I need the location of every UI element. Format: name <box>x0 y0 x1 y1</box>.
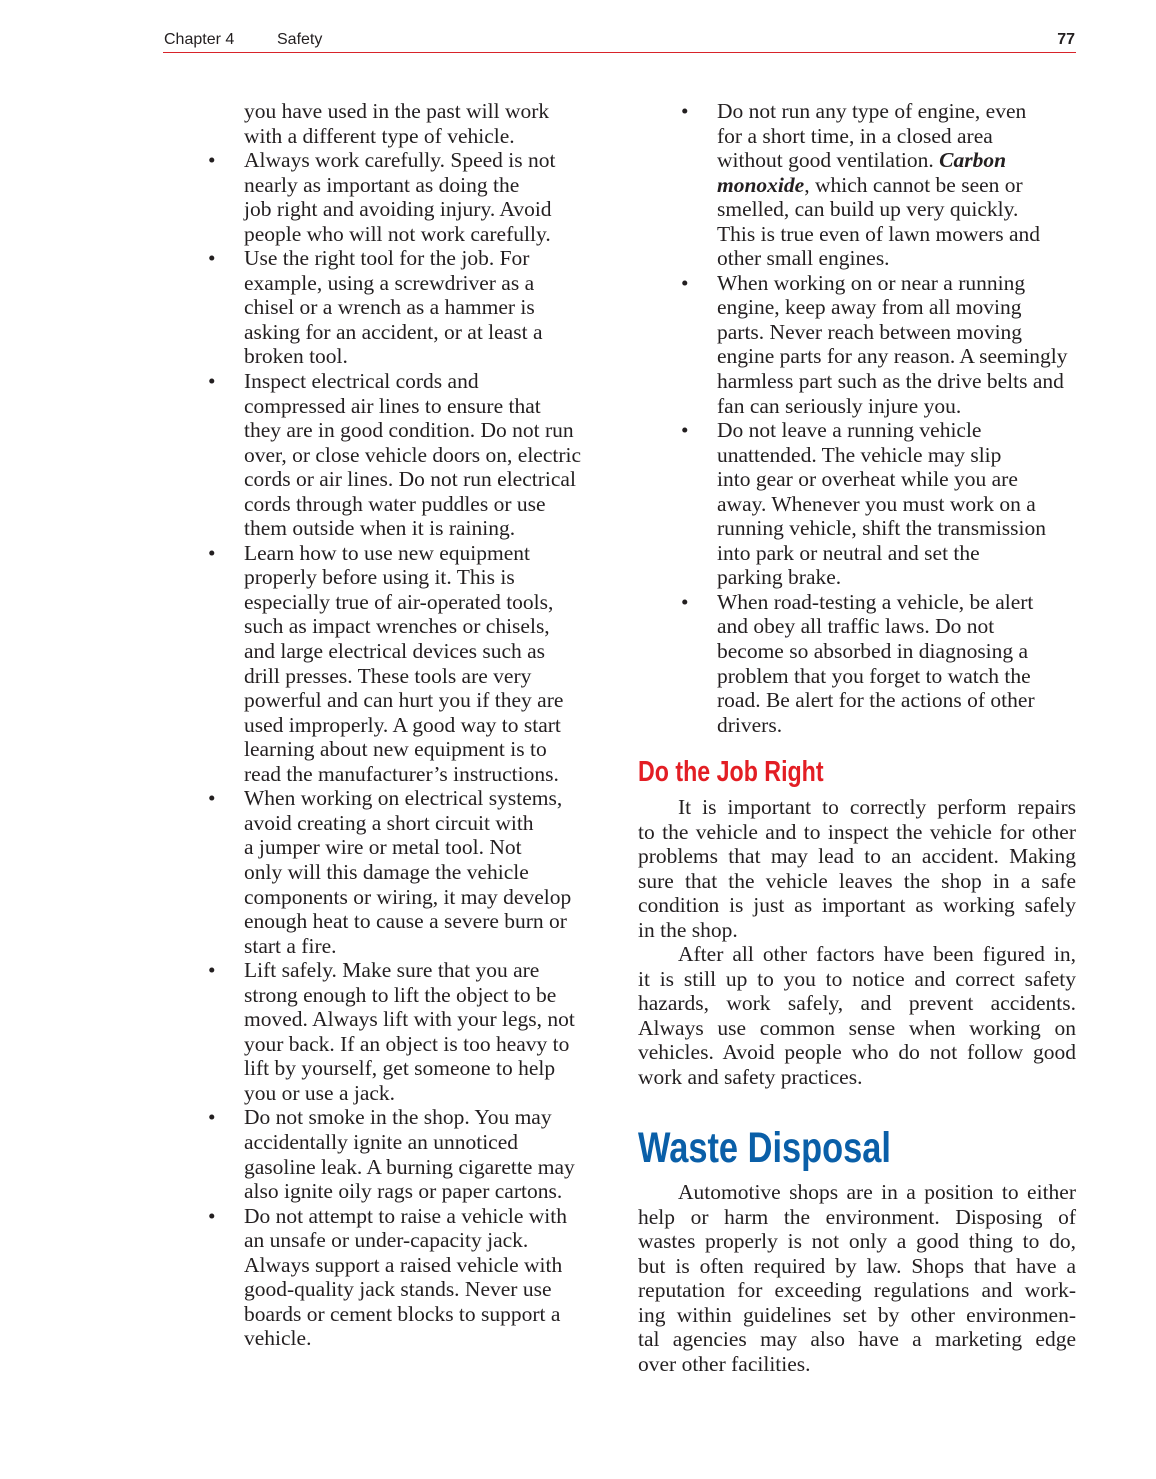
text-line: When road-testing a vehicle, be alert <box>717 589 1034 614</box>
text-line: This is true even of lawn mowers and <box>717 221 1041 246</box>
text-line: engine parts for any reason. A seemingly <box>717 344 1068 369</box>
bullet-item <box>208 246 614 369</box>
text-line: work and safety practices. <box>638 1065 863 1090</box>
text-line: drivers. <box>717 712 783 737</box>
text-line: they are in good condition. Do not run <box>244 418 574 443</box>
text-line: it is still up to you to notice and correct safety <box>638 966 1076 991</box>
text-line: running vehicle, shift the transmission <box>717 516 1047 541</box>
text-line: compressed air lines to ensure that <box>244 393 541 418</box>
bullet-item <box>681 418 1087 590</box>
bullet-icon: • <box>208 786 216 811</box>
text-line: away. Whenever you must work on a <box>717 491 1036 516</box>
text-line: harmless part such as the drive belts and <box>717 369 1064 394</box>
text-line: After all other factors have been figured in, <box>678 942 1076 967</box>
bullet-item <box>208 540 614 786</box>
text-line: but is often required by law. Shops that have a <box>638 1253 1076 1278</box>
text-line: especially true of air-operated tools, <box>244 589 554 614</box>
text-line: and large electrical devices such as <box>244 639 546 664</box>
text-line: over other facilities. <box>638 1351 811 1376</box>
text-line: you have used in the past will work <box>244 99 550 123</box>
text-line: sure that the vehicle leaves the shop in a safe <box>638 868 1076 893</box>
text-line <box>717 148 1087 173</box>
text-line: engine, keep away from all moving <box>717 295 1022 320</box>
bullet-icon: • <box>681 589 689 614</box>
bullet-icon: • <box>208 148 216 173</box>
text-line: condition is just as important as working safely <box>638 893 1076 918</box>
text-line: good-quality jack stands. Never use <box>244 1277 552 1302</box>
text-line: people who will not work carefully. <box>244 221 551 246</box>
text-line: Use the right tool for the job. For <box>244 246 530 271</box>
text-line: parts. Never reach between moving <box>717 319 1023 344</box>
text-line: broken tool. <box>244 344 348 369</box>
bullet-item <box>681 589 1087 737</box>
text-line: tal agencies may also have a marketing edge <box>638 1327 1076 1352</box>
text-line: Do not run any type of engine, even <box>717 99 1027 123</box>
text-line: problems that may lead to an accident. Making <box>638 844 1076 869</box>
text-line: to the vehicle and to inspect the vehicle for other <box>638 819 1076 844</box>
text-line: cords or air lines. Do not run electrical <box>244 467 576 492</box>
page-number: 77 <box>1057 31 1075 48</box>
text-line: Do not leave a running vehicle <box>717 418 982 443</box>
text-line: help or harm the environment. Disposing of <box>638 1204 1076 1229</box>
text-line: read the manufacturer’s instructions. <box>244 761 559 786</box>
text-line: nearly as important as doing the <box>244 172 520 197</box>
bullet-icon: • <box>208 1105 216 1130</box>
bullet-icon: • <box>208 540 216 565</box>
text-line: moved. Always lift with your legs, not <box>244 1007 575 1032</box>
text-line: hazards, work safely, and prevent accidents. <box>638 991 1076 1016</box>
bullet-item <box>208 148 614 246</box>
text-line: Do not attempt to raise a vehicle with <box>244 1203 568 1228</box>
text-line: for a short time, in a closed area <box>717 123 993 148</box>
text-line: ing within guidelines set by other environmen- <box>638 1302 1076 1327</box>
text-line: Always use common sense when working on <box>638 1015 1076 1040</box>
text-line: into park or neutral and set the <box>717 540 980 565</box>
text-segment: without good ventilation. <box>717 148 940 173</box>
text-line: When working on electrical systems, <box>244 786 563 811</box>
text-line: gasoline leak. A burning cigarette may <box>244 1154 575 1179</box>
bullet-icon: • <box>208 958 216 983</box>
text-line: unattended. The vehicle may slip <box>717 442 1002 467</box>
text-line: lift by yourself, get someone to help <box>244 1056 556 1081</box>
text-line: smelled, can build up very quickly. <box>717 197 1019 222</box>
bullet-icon: • <box>681 270 689 295</box>
text-line: an unsafe or under-capacity jack. <box>244 1228 529 1253</box>
text-segment: , which cannot be seen or <box>804 172 1023 197</box>
text-line: parking brake. <box>717 565 842 590</box>
text-line: strong enough to lift the object to be <box>244 982 557 1007</box>
waste-disposal-body <box>638 1180 1076 1376</box>
bullet-icon: • <box>208 369 216 394</box>
text-line: a jumper wire or metal tool. Not <box>244 835 522 860</box>
text-line: enough heat to cause a severe burn or <box>244 909 567 934</box>
bullet-icon: • <box>681 99 689 123</box>
heading-waste-disposal: Waste Disposal <box>638 1124 891 1172</box>
text-line: Lift safely. Make sure that you are <box>244 958 540 983</box>
text-line: avoid creating a short circuit with <box>244 810 534 835</box>
text-line: problem that you forget to watch the <box>717 663 1031 688</box>
section-label: Safety <box>277 31 323 48</box>
text-line: boards or cement blocks to support a <box>244 1301 561 1326</box>
text-line: properly before using it. This is <box>244 565 515 590</box>
text-line: It is important to correctly perform repairs <box>678 795 1076 819</box>
text-line: start a fire. <box>244 933 337 958</box>
text-line: powerful and can hurt you if they are <box>244 688 564 713</box>
text-line: chisel or a wrench as a hammer is <box>244 295 535 320</box>
text-line: asking for an accident, or at least a <box>244 319 543 344</box>
text-line: Learn how to use new equipment <box>244 540 530 565</box>
text-line: with a different type of vehicle. <box>244 123 515 148</box>
text-line: cords through water puddles or use <box>244 491 546 516</box>
text-line: vehicle. <box>244 1326 312 1351</box>
chapter-label: Chapter 4 <box>164 31 235 48</box>
emphasis-term: monoxide <box>717 172 805 197</box>
bullet-icon: • <box>681 418 689 443</box>
text-line: fan can seriously injure you. <box>717 393 962 418</box>
text-line: also ignite oily rags or paper cartons. <box>244 1179 563 1204</box>
text-line: accidentally ignite an unnoticed <box>244 1129 519 1154</box>
text-line: job right and avoiding injury. Avoid <box>244 197 552 222</box>
bullet-item <box>681 270 1087 418</box>
emphasis-term: Carbon <box>939 148 1007 173</box>
bullet-item <box>208 1105 614 1204</box>
text-line: vehicles. Avoid people who do not follow good <box>638 1040 1076 1065</box>
text-line: become so absorbed in diagnosing a <box>717 639 1029 664</box>
text-line: Automotive shops are in a position to either <box>678 1180 1076 1204</box>
text-line: only will this damage the vehicle <box>244 859 529 884</box>
text-line: example, using a screwdriver as a <box>244 270 535 295</box>
bullet-icon: • <box>208 246 216 271</box>
text-line: other small engines. <box>717 246 890 271</box>
bullet-item <box>208 369 614 541</box>
text-line: and obey all traffic laws. Do not <box>717 614 995 639</box>
do-the-job-right-body <box>638 795 1076 1090</box>
bullet-item <box>208 958 614 1105</box>
text-line: you or use a jack. <box>244 1080 396 1105</box>
text-line: learning about new equipment is to <box>244 737 547 762</box>
text-line: them outside when it is raining. <box>244 516 516 541</box>
right-column <box>681 99 1087 737</box>
text-line: used improperly. A good way to start <box>244 712 561 737</box>
text-line: road. Be alert for the actions of other <box>717 688 1035 713</box>
bullet-item <box>208 1203 614 1351</box>
bullet-icon: • <box>208 1203 216 1228</box>
text-line: Do not smoke in the shop. You may <box>244 1105 552 1130</box>
left-column <box>208 99 614 1351</box>
text-line: wastes properly is not only a good thing to do, <box>638 1229 1076 1254</box>
bullet-item <box>208 786 614 958</box>
text-line: drill presses. These tools are very <box>244 663 532 688</box>
text-line: in the shop. <box>638 917 738 942</box>
text-line: such as impact wrenches or chisels, <box>244 614 550 639</box>
text-line: your back. If an object is too heavy to <box>244 1031 570 1056</box>
text-line: Inspect electrical cords and <box>244 369 479 394</box>
bullet-item <box>681 99 1087 271</box>
text-line: Always support a raised vehicle with <box>244 1252 563 1277</box>
text-line: reputation for exceeding regulations and work- <box>638 1278 1076 1303</box>
header-rule <box>163 52 1076 53</box>
text-line: over, or close vehicle doors on, electric <box>244 442 582 467</box>
subheading-do-the-job-right: Do the Job Right <box>638 756 824 788</box>
text-line: into gear or overheat while you are <box>717 467 1018 492</box>
text-line: When working on or near a running <box>717 270 1026 295</box>
text-line: components or wiring, it may develop <box>244 884 572 909</box>
text-line: Always work carefully. Speed is not <box>244 148 556 173</box>
text-line <box>717 173 1087 198</box>
